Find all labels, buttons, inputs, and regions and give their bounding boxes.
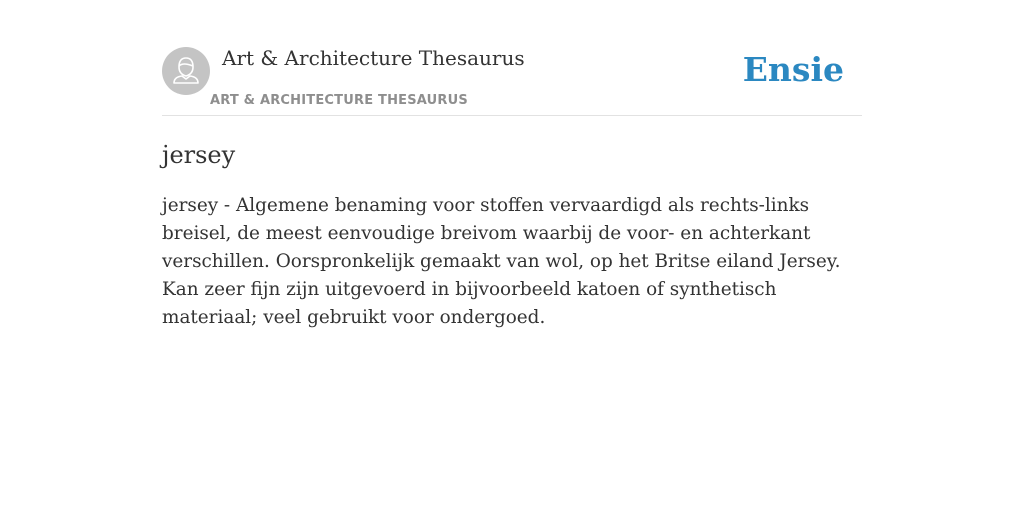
entry-definition: jersey - Algemene benaming voor stoffen vervaardigd als rechts-links breisel, de meest eenvoudige breivom waarbij de voor- en achterkant verschillen. Oorspronkelijk gemaakt van wol, op het Britse eiland Jersey. Kan zeer fijn zijn uitgevoerd in bijvoorbeeld katoen of synthetisch materiaal; veel gebruikt voor ondergoed.	[162, 195, 841, 328]
entry-header	[162, 0, 862, 116]
author-name-link[interactable]: Art & Architecture Thesaurus	[222, 46, 525, 70]
content-container	[162, 0, 862, 328]
author-avatar[interactable]	[162, 47, 210, 95]
user-silhouette-icon	[162, 47, 210, 95]
ensie-logo[interactable]: Ensie	[742, 50, 844, 89]
entry-title: jersey	[162, 141, 236, 169]
author-category-label[interactable]: ART & ARCHITECTURE THESAURUS	[210, 93, 468, 108]
